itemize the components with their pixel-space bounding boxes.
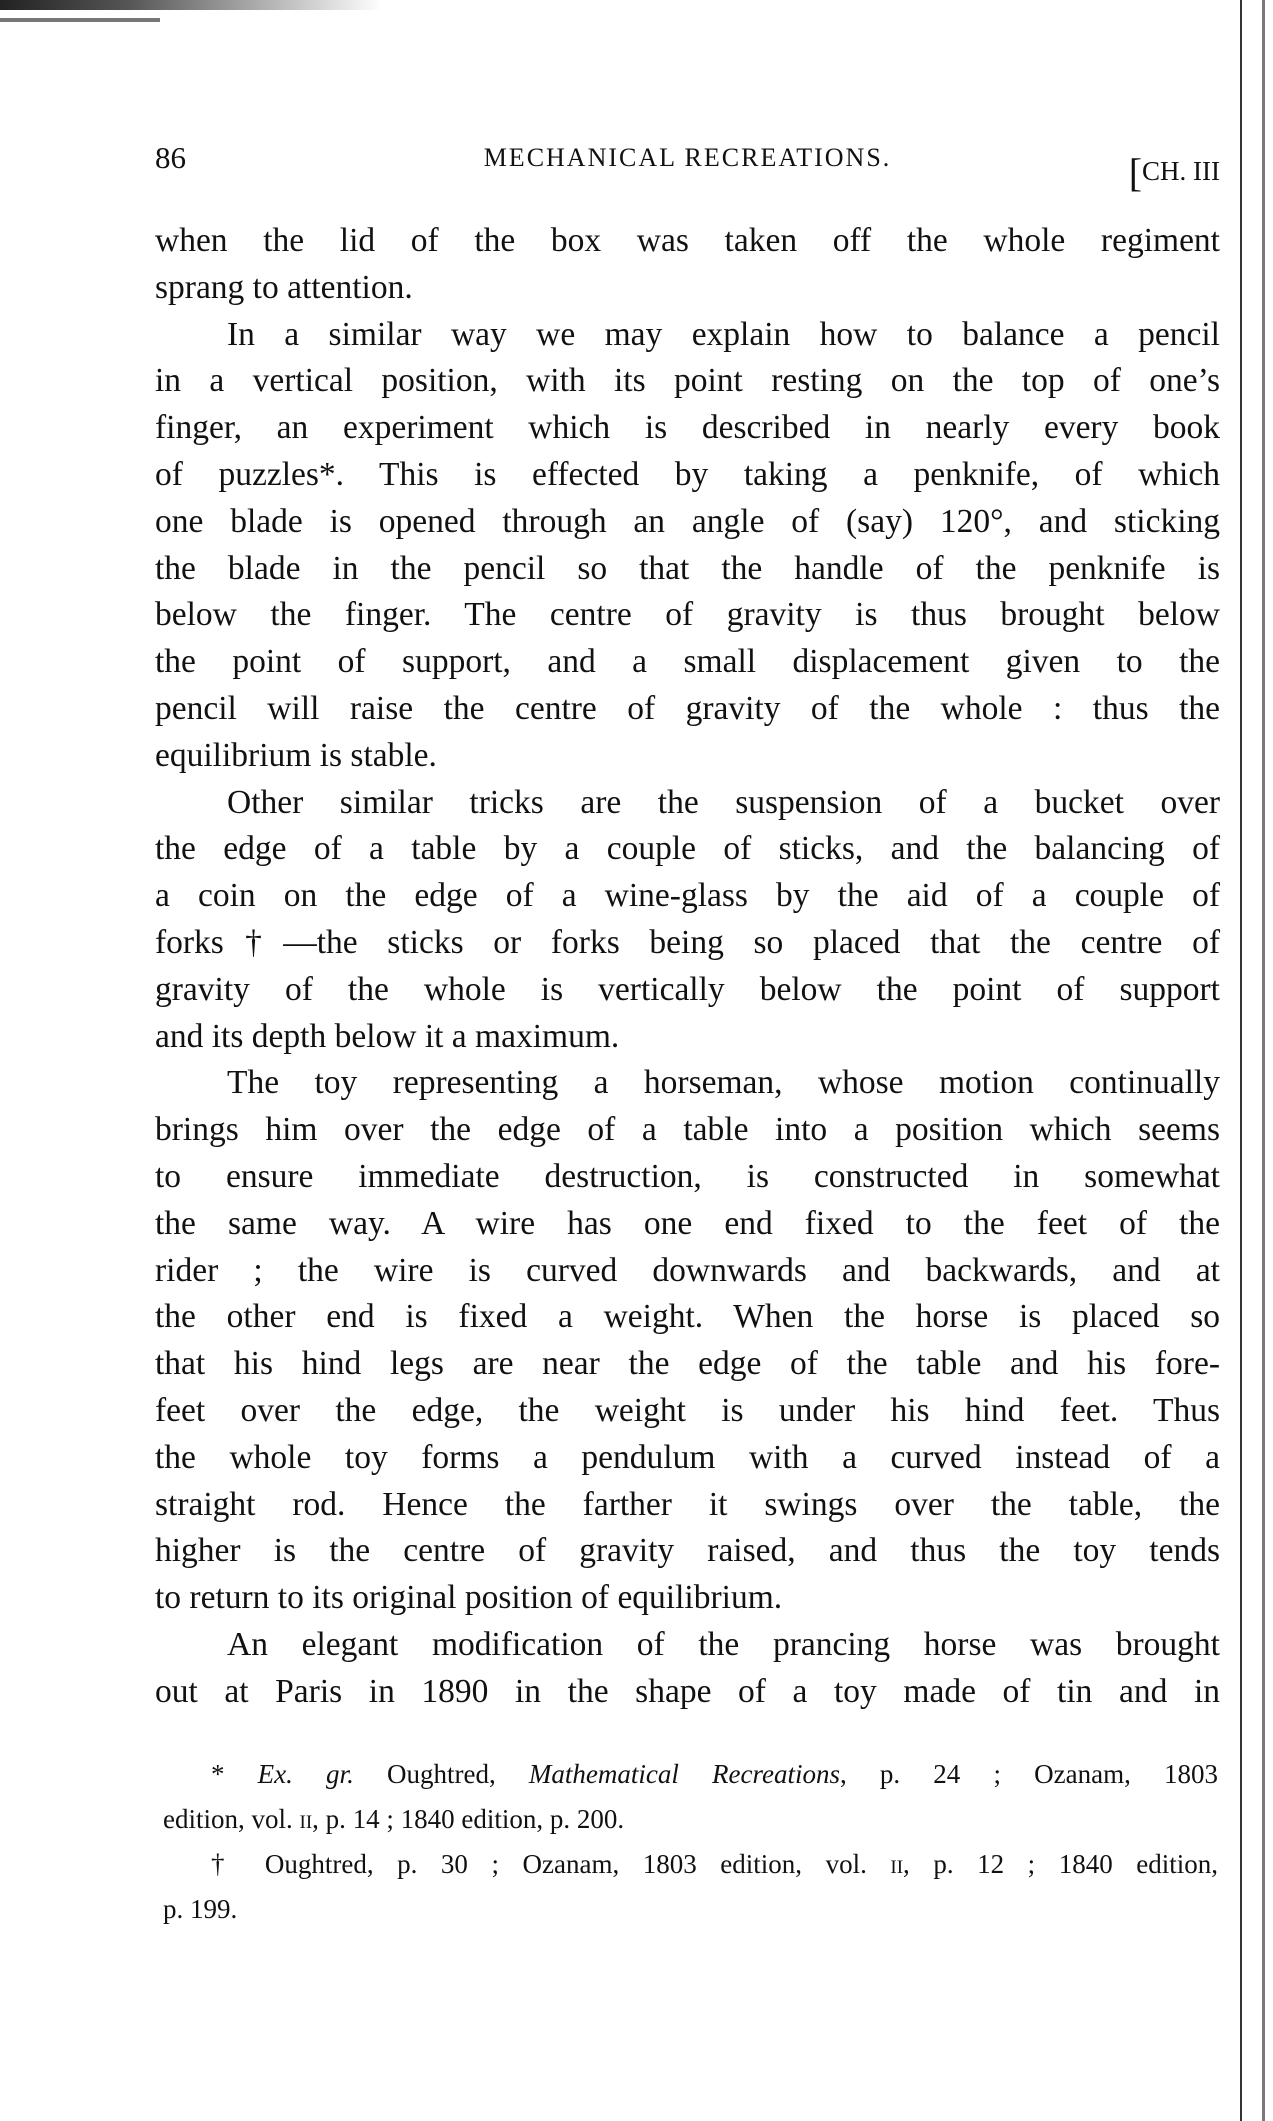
footnote-text: , p. 14 ; 1840 edition, p. 200. — [312, 1804, 625, 1834]
scan-edge-top — [0, 0, 1273, 10]
scan-edge-right — [1240, 0, 1242, 2121]
footnote-1-line-2 — [163, 1797, 1218, 1842]
footnote-1-line-1 — [163, 1752, 1218, 1797]
text-line: the same way. A wire has one end fixed to the feet of the — [155, 1204, 1220, 1242]
text-line: equilibrium is stable. — [155, 736, 437, 774]
text-line: a coin on the edge of a wine-glass by the aid of a couple of — [155, 877, 1220, 915]
footnote-text: † Oughtred, p. 30 ; Ozanam, 1803 edition, vol. — [211, 1849, 891, 1879]
footnote-text: , p. 12 ; 1840 edition, — [903, 1849, 1218, 1879]
footnotes — [163, 1752, 1218, 1932]
scan-edge-right-binding — [1262, 0, 1265, 2121]
text-line: to ensure immediate destruction, is constructed in somewhat — [155, 1157, 1220, 1195]
running-header — [155, 140, 1220, 195]
text-line: in a vertical position, with its point resting on the top of one’s — [155, 362, 1220, 400]
footnote-mark: * — [211, 1759, 258, 1789]
text-line: The toy representing a horseman, whose motion continually — [227, 1064, 1220, 1102]
text-line: higher is the centre of gravity raised, and thus the toy tends — [155, 1532, 1220, 1570]
text-line: the whole toy forms a pendulum with a curved instead of a — [155, 1438, 1220, 1476]
footnote-text: edition, vol. — [163, 1804, 300, 1834]
footnote-text: , p. 24 ; Ozanam, 1803 — [839, 1759, 1219, 1789]
text-line: that his hind legs are near the edge of the table and his fore- — [155, 1345, 1220, 1383]
text-line: Other similar tricks are the suspension of a bucket over — [227, 783, 1220, 821]
footnote-author: Oughtred, — [353, 1759, 529, 1789]
chapter-bracket: [ — [1128, 150, 1143, 195]
running-title: MECHANICAL RECREATIONS. — [483, 143, 892, 172]
text-line: the blade in the pencil so that the handle of the penknife is — [155, 549, 1220, 587]
text-line: and its depth below it a maximum. — [155, 1017, 620, 1055]
chapter-label — [1128, 143, 1220, 195]
text-line: the other end is fixed a weight. When the horse is placed so — [155, 1298, 1220, 1336]
text-line: gravity of the whole is vertically below the point of support — [155, 970, 1220, 1008]
text-line: the point of support, and a small displacement given to the — [155, 643, 1220, 681]
footnote-2-line-1 — [163, 1842, 1218, 1887]
footnote-book-title: Mathematical Recreations — [528, 1759, 840, 1789]
text-line: In a similar way we may explain how to balance a pencil — [227, 315, 1220, 353]
page-number: 86 — [155, 140, 186, 175]
text-line: An elegant modification of the prancing horse was brought — [227, 1625, 1220, 1663]
text-line: when the lid of the box was taken off the whole regiment — [155, 222, 1220, 259]
text-line: forks†—the sticks or forks being so placed that the centre of — [155, 923, 1220, 961]
text-line: straight rod. Hence the farther it swings over the table, the — [155, 1485, 1220, 1523]
text-line: finger, an experiment which is described in nearly every book — [155, 409, 1220, 447]
text-line: to return to its original position of equilibrium. — [155, 1579, 783, 1617]
text-line: the edge of a table by a couple of sticks, and the balancing of — [155, 830, 1220, 868]
text-line: rider ; the wire is curved downwards and backwards, and at — [155, 1251, 1220, 1289]
footnote-volume: ii — [890, 1849, 904, 1879]
footnote-2-line-2: p. 199. — [163, 1894, 238, 1924]
text-line: out at Paris in 1890 in the shape of a toy made of tin and in — [155, 1672, 1220, 1710]
text-line: of puzzles*. This is effected by taking a penknife, of which — [155, 455, 1220, 493]
scan-edge-top-mark — [0, 18, 160, 22]
text-line: sprang to attention. — [155, 268, 413, 306]
text-line: feet over the edge, the weight is under his hind feet. Thus — [155, 1391, 1220, 1429]
text-line: one blade is opened through an angle of (say) 120°, and sticking — [155, 502, 1220, 540]
text-line: pencil will raise the centre of gravity of the whole : thus the — [155, 689, 1220, 727]
body-text — [155, 218, 1220, 1716]
footnote-abbr: Ex. gr. — [257, 1759, 354, 1789]
text-line: below the finger. The centre of gravity is thus brought below — [155, 596, 1220, 634]
footnote-volume: ii — [299, 1804, 313, 1834]
text-line: brings him over the edge of a table into a position which seems — [155, 1111, 1220, 1149]
chapter-number: CH. III — [1142, 156, 1220, 186]
